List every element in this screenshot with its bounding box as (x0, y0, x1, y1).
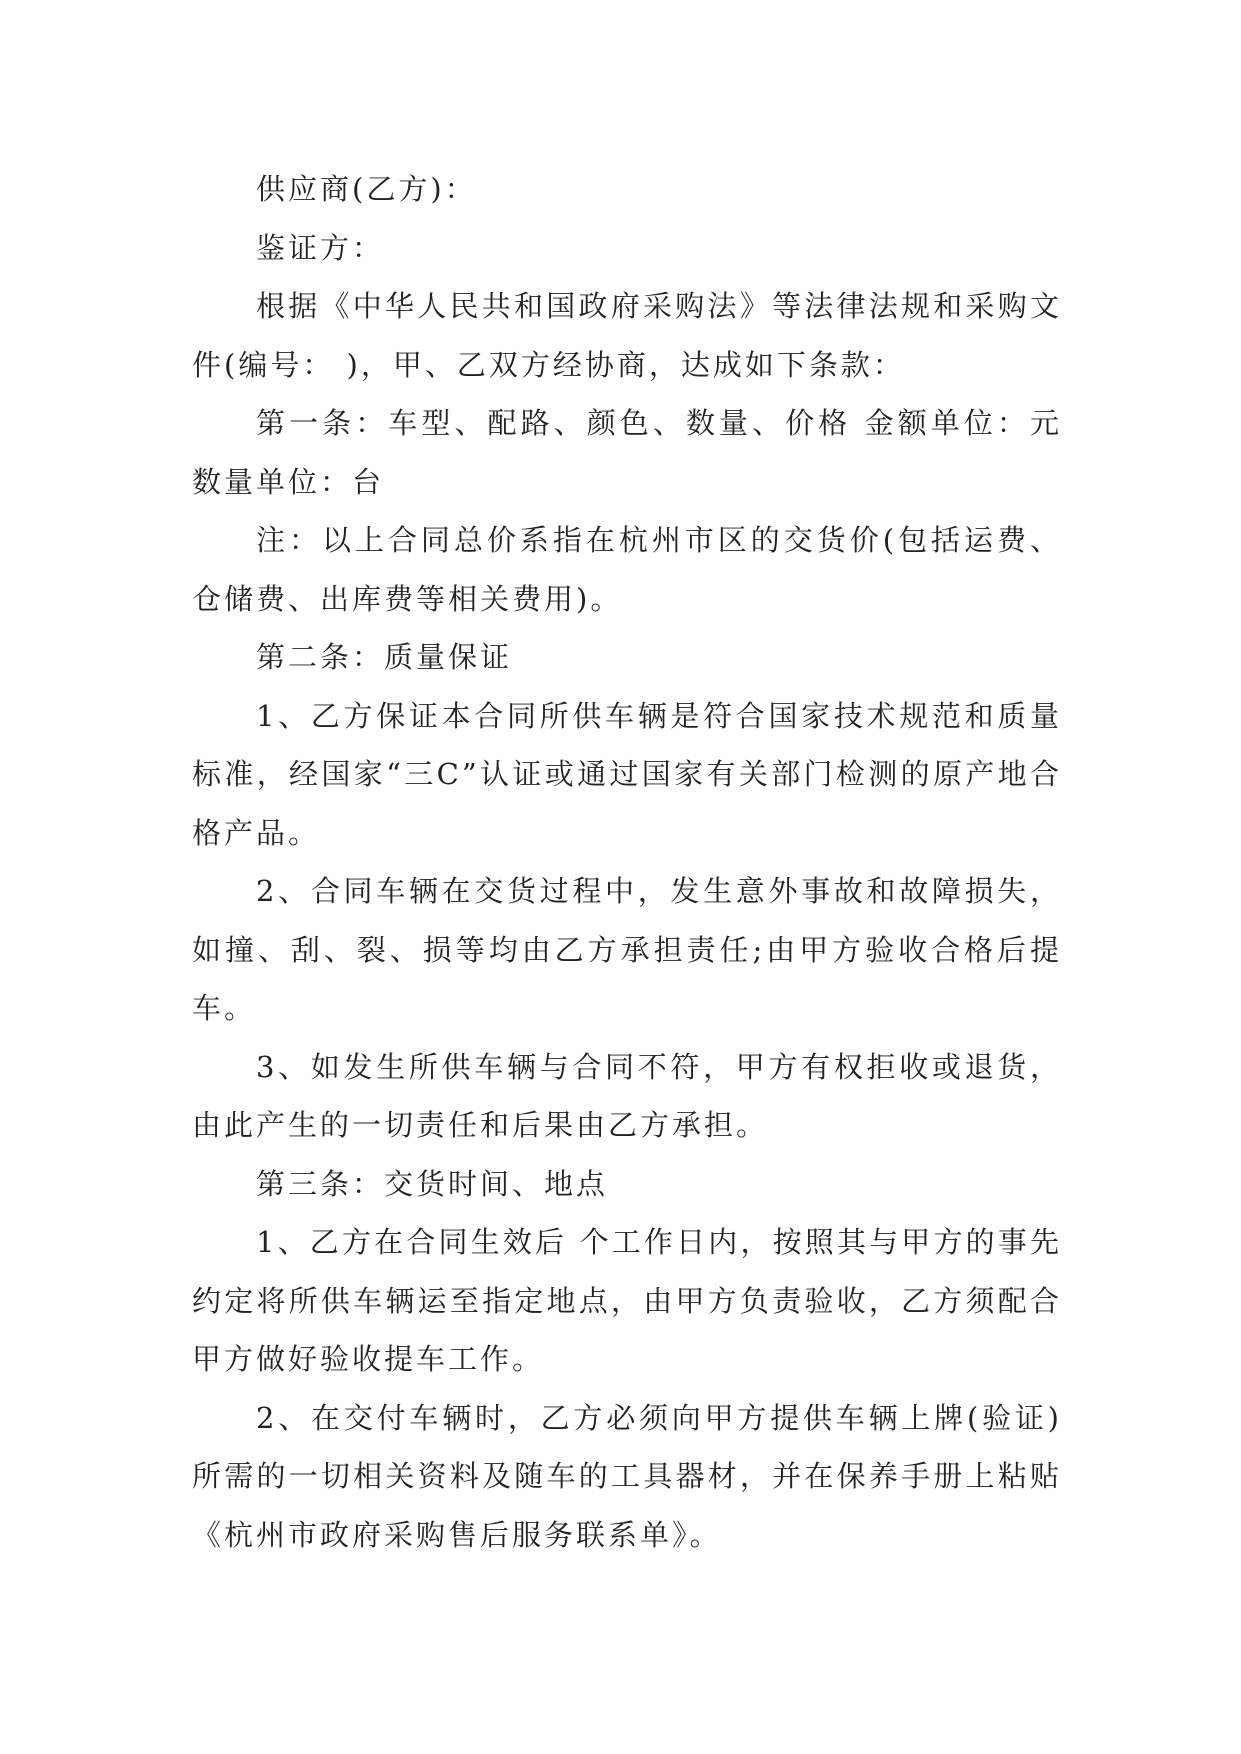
paragraph-article-1: 第一条：车型、配路、颜色、数量、价格 金额单位：元 数量单位：台 (192, 406, 1062, 499)
paragraph-article-2: 第二条：质量保证 (256, 640, 513, 674)
paragraph-article-2-item-1: 1、乙方保证本合同所供车辆是符合国家技术规范和质量标准，经国家“三C”认证或通过国家有关部门检测的原产地合格产品。 (192, 698, 1062, 850)
document-body (192, 160, 1062, 1564)
paragraph-article-3-item-2: 2、在交付车辆时，乙方必须向甲方提供车辆上牌(验证)所需的一切相关资料及随车的工具器材，并在保养手册上粘贴《杭州市政府采购售后服务联系单》。 (192, 1400, 1062, 1552)
paragraph-preamble: 根据《中华人民共和国政府采购法》等法律法规和采购文件(编号： )，甲、乙双方经协商，达成如下条款： (192, 289, 1062, 382)
paragraph-note: 注：以上合同总价系指在杭州市区的交货价(包括运费、仓储费、出库费等相关费用)。 (192, 523, 1062, 616)
paragraph-witness: 鉴证方： (256, 230, 385, 265)
paragraph-article-2-item-3: 3、如发生所供车辆与合同不符，甲方有权拒收或退货，由此产生的一切责任和后果由乙方承担。 (192, 1049, 1062, 1142)
paragraph-article-3-item-1: 1、乙方在合同生效后 个工作日内，按照其与甲方的事先约定将所供车辆运至指定地点，由甲方负责验收，乙方须配合甲方做好验收提车工作。 (192, 1225, 1062, 1376)
paragraph-supplier: 供应商(乙方)： (256, 172, 477, 206)
paragraph-article-3: 第三条：交货时间、地点 (256, 1166, 609, 1201)
paragraph-article-2-item-2: 2、合同车辆在交货过程中，发生意外事故和故障损失，如撞、刮、裂、损等均由乙方承担责任;由甲方验收合格后提车。 (192, 874, 1062, 1025)
